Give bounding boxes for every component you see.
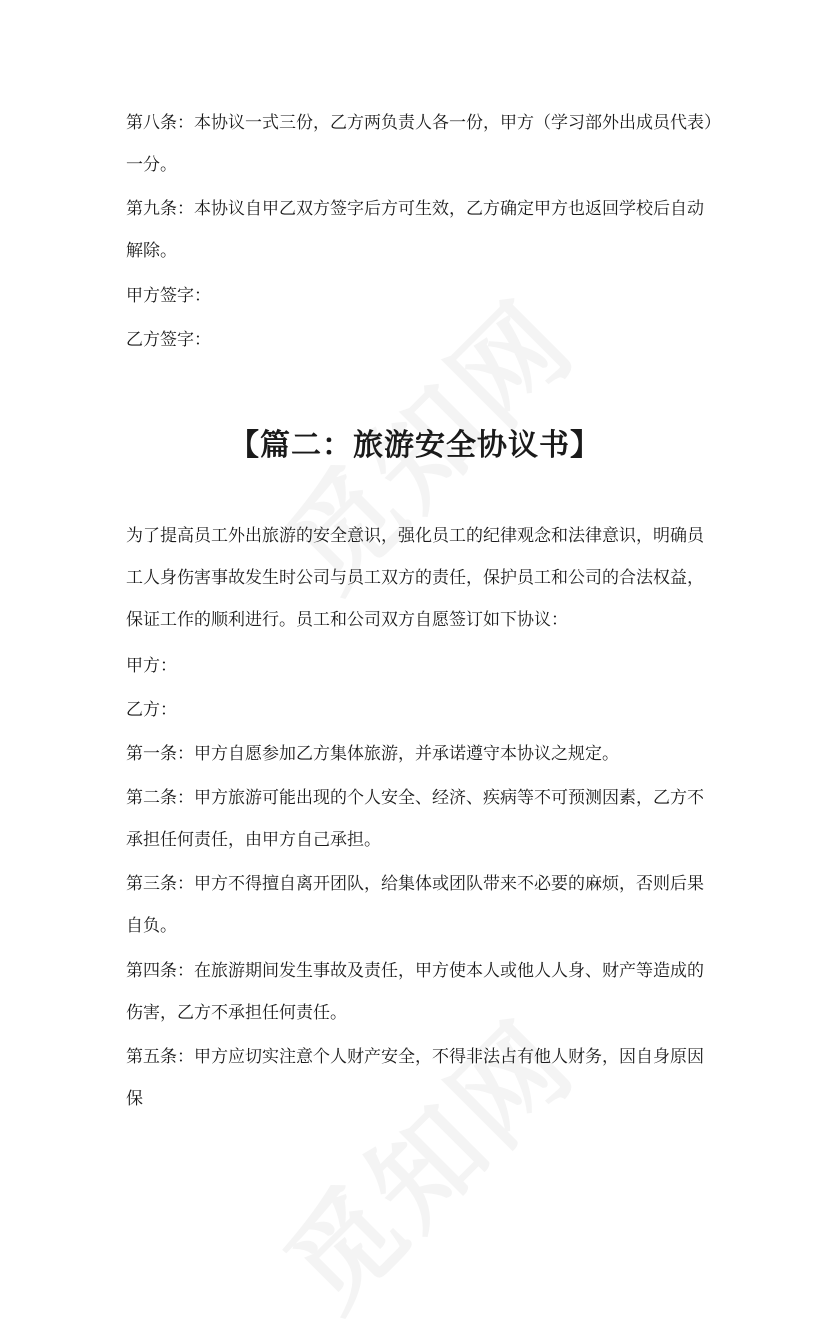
article-1: 第一条：甲方自愿参加乙方集体旅游，并承诺遵守本协议之规定。 xyxy=(126,744,619,764)
party-a-signature: 甲方签字： xyxy=(126,286,211,306)
article-9: 第九条：本协议自甲乙双方签字后方可生效，乙方确定甲方也返回学校后自动解除。 xyxy=(126,199,704,261)
article-8: 第八条：本协议一式三份，乙方两负责人各一份，甲方（学习部外出成员代表）一分。 xyxy=(126,113,713,175)
intro-paragraph: 为了提高员工外出旅游的安全意识，强化员工的纪律观念和法律意识，明确员工人身伤害事故发生时公司与员工双方的责任，保护员工和公司的合法权益，保证工作的顺利进行。员工和公司双方自愿签订如下协议： xyxy=(126,526,704,630)
party-b-signature: 乙方签字： xyxy=(126,330,211,350)
party-b-label: 乙方： xyxy=(126,700,177,720)
article-2: 第二条：甲方旅游可能出现的个人安全、经济、疾病等不可预测因素，乙方不承担任何责任，由甲方自己承担。 xyxy=(126,788,704,850)
party-a-label: 甲方： xyxy=(126,656,177,676)
section-title: 【篇二：旅游安全协议书】 xyxy=(229,428,601,463)
article-3: 第三条：甲方不得擅自离开团队，给集体或团队带来不必要的麻烦，否则后果自负。 xyxy=(126,874,704,936)
article-4: 第四条：在旅游期间发生事故及责任，甲方使本人或他人人身、财产等造成的伤害，乙方不承担任何责任。 xyxy=(126,961,704,1023)
article-5: 第五条：甲方应切实注意个人财产安全，不得非法占有他人财务，因自身原因保 xyxy=(126,1047,704,1109)
